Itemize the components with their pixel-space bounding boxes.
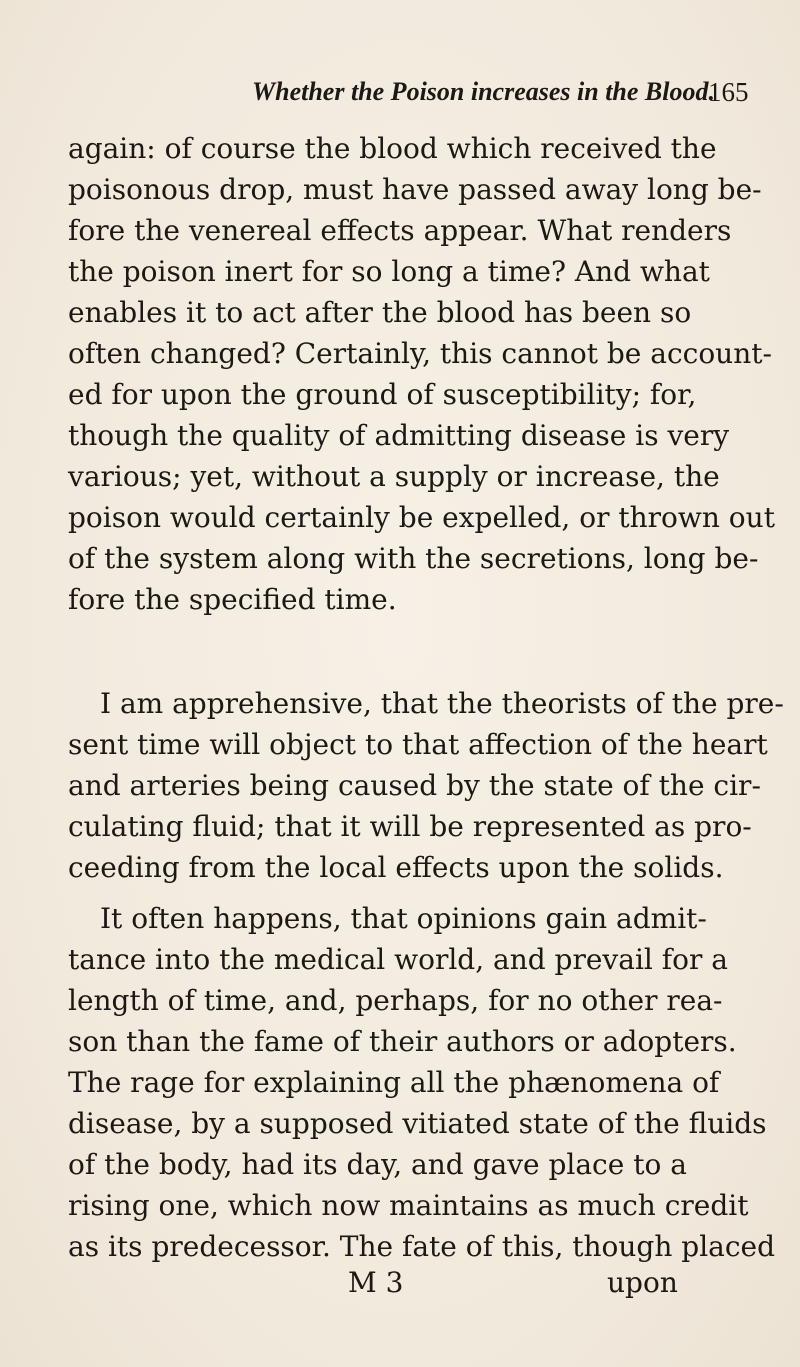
text-line: culating fluid; that it will be represented as pro-	[68, 810, 752, 843]
text-line: rising one, which now maintains as much credit	[68, 1189, 749, 1222]
text-line: I am apprehensive, that the theorists of the pre-	[100, 687, 784, 720]
text-line: length of time, and, perhaps, for no other rea-	[68, 984, 723, 1017]
text-line: of the body, had its day, and gave place to a	[68, 1148, 687, 1181]
text-line: again: of course the blood which received the	[68, 132, 717, 165]
text-line: sent time will object to that affection of the heart	[68, 728, 768, 761]
text-line: It often happens, that opinions gain admit-	[100, 902, 707, 935]
text-line: poison would certainly be expelled, or thrown out	[68, 501, 775, 534]
page-number: 165	[708, 77, 749, 107]
text-line: as its predecessor. The fate of this, though placed	[68, 1230, 776, 1263]
text-line: disease, by a supposed vitiated state of the fluids	[68, 1107, 767, 1140]
text-line: ed for upon the ground of susceptibility; for,	[68, 378, 697, 411]
text-line: poisonous drop, must have passed away long be-	[68, 173, 762, 206]
text-line: tance into the medical world, and prevail for a	[68, 943, 728, 976]
running-title: Whether the Poison increases in the Blood.	[252, 77, 715, 106]
text-line: of the system along with the secretions, long be-	[68, 542, 759, 575]
text-line: the poison inert for so long a time? And what	[68, 255, 710, 288]
text-line: The rage for explaining all the phænomena of	[68, 1066, 720, 1099]
text-line: ceeding from the local effects upon the solids.	[68, 851, 724, 884]
catchword: upon	[607, 1266, 678, 1299]
text-line: often changed? Certainly, this cannot be account-	[68, 337, 772, 370]
text-line: fore the venereal effects appear. What renders	[68, 214, 732, 247]
text-line: various; yet, without a supply or increase, the	[68, 460, 720, 493]
text-line: son than the fame of their authors or adopters.	[68, 1025, 737, 1058]
signature-mark: M 3	[348, 1266, 404, 1299]
text-line: fore the specified time.	[68, 583, 397, 616]
text-line: enables it to act after the blood has been so	[68, 296, 692, 329]
text-line: though the quality of admitting disease is very	[68, 419, 730, 452]
text-line: and arteries being caused by the state of the cir-	[68, 769, 761, 802]
